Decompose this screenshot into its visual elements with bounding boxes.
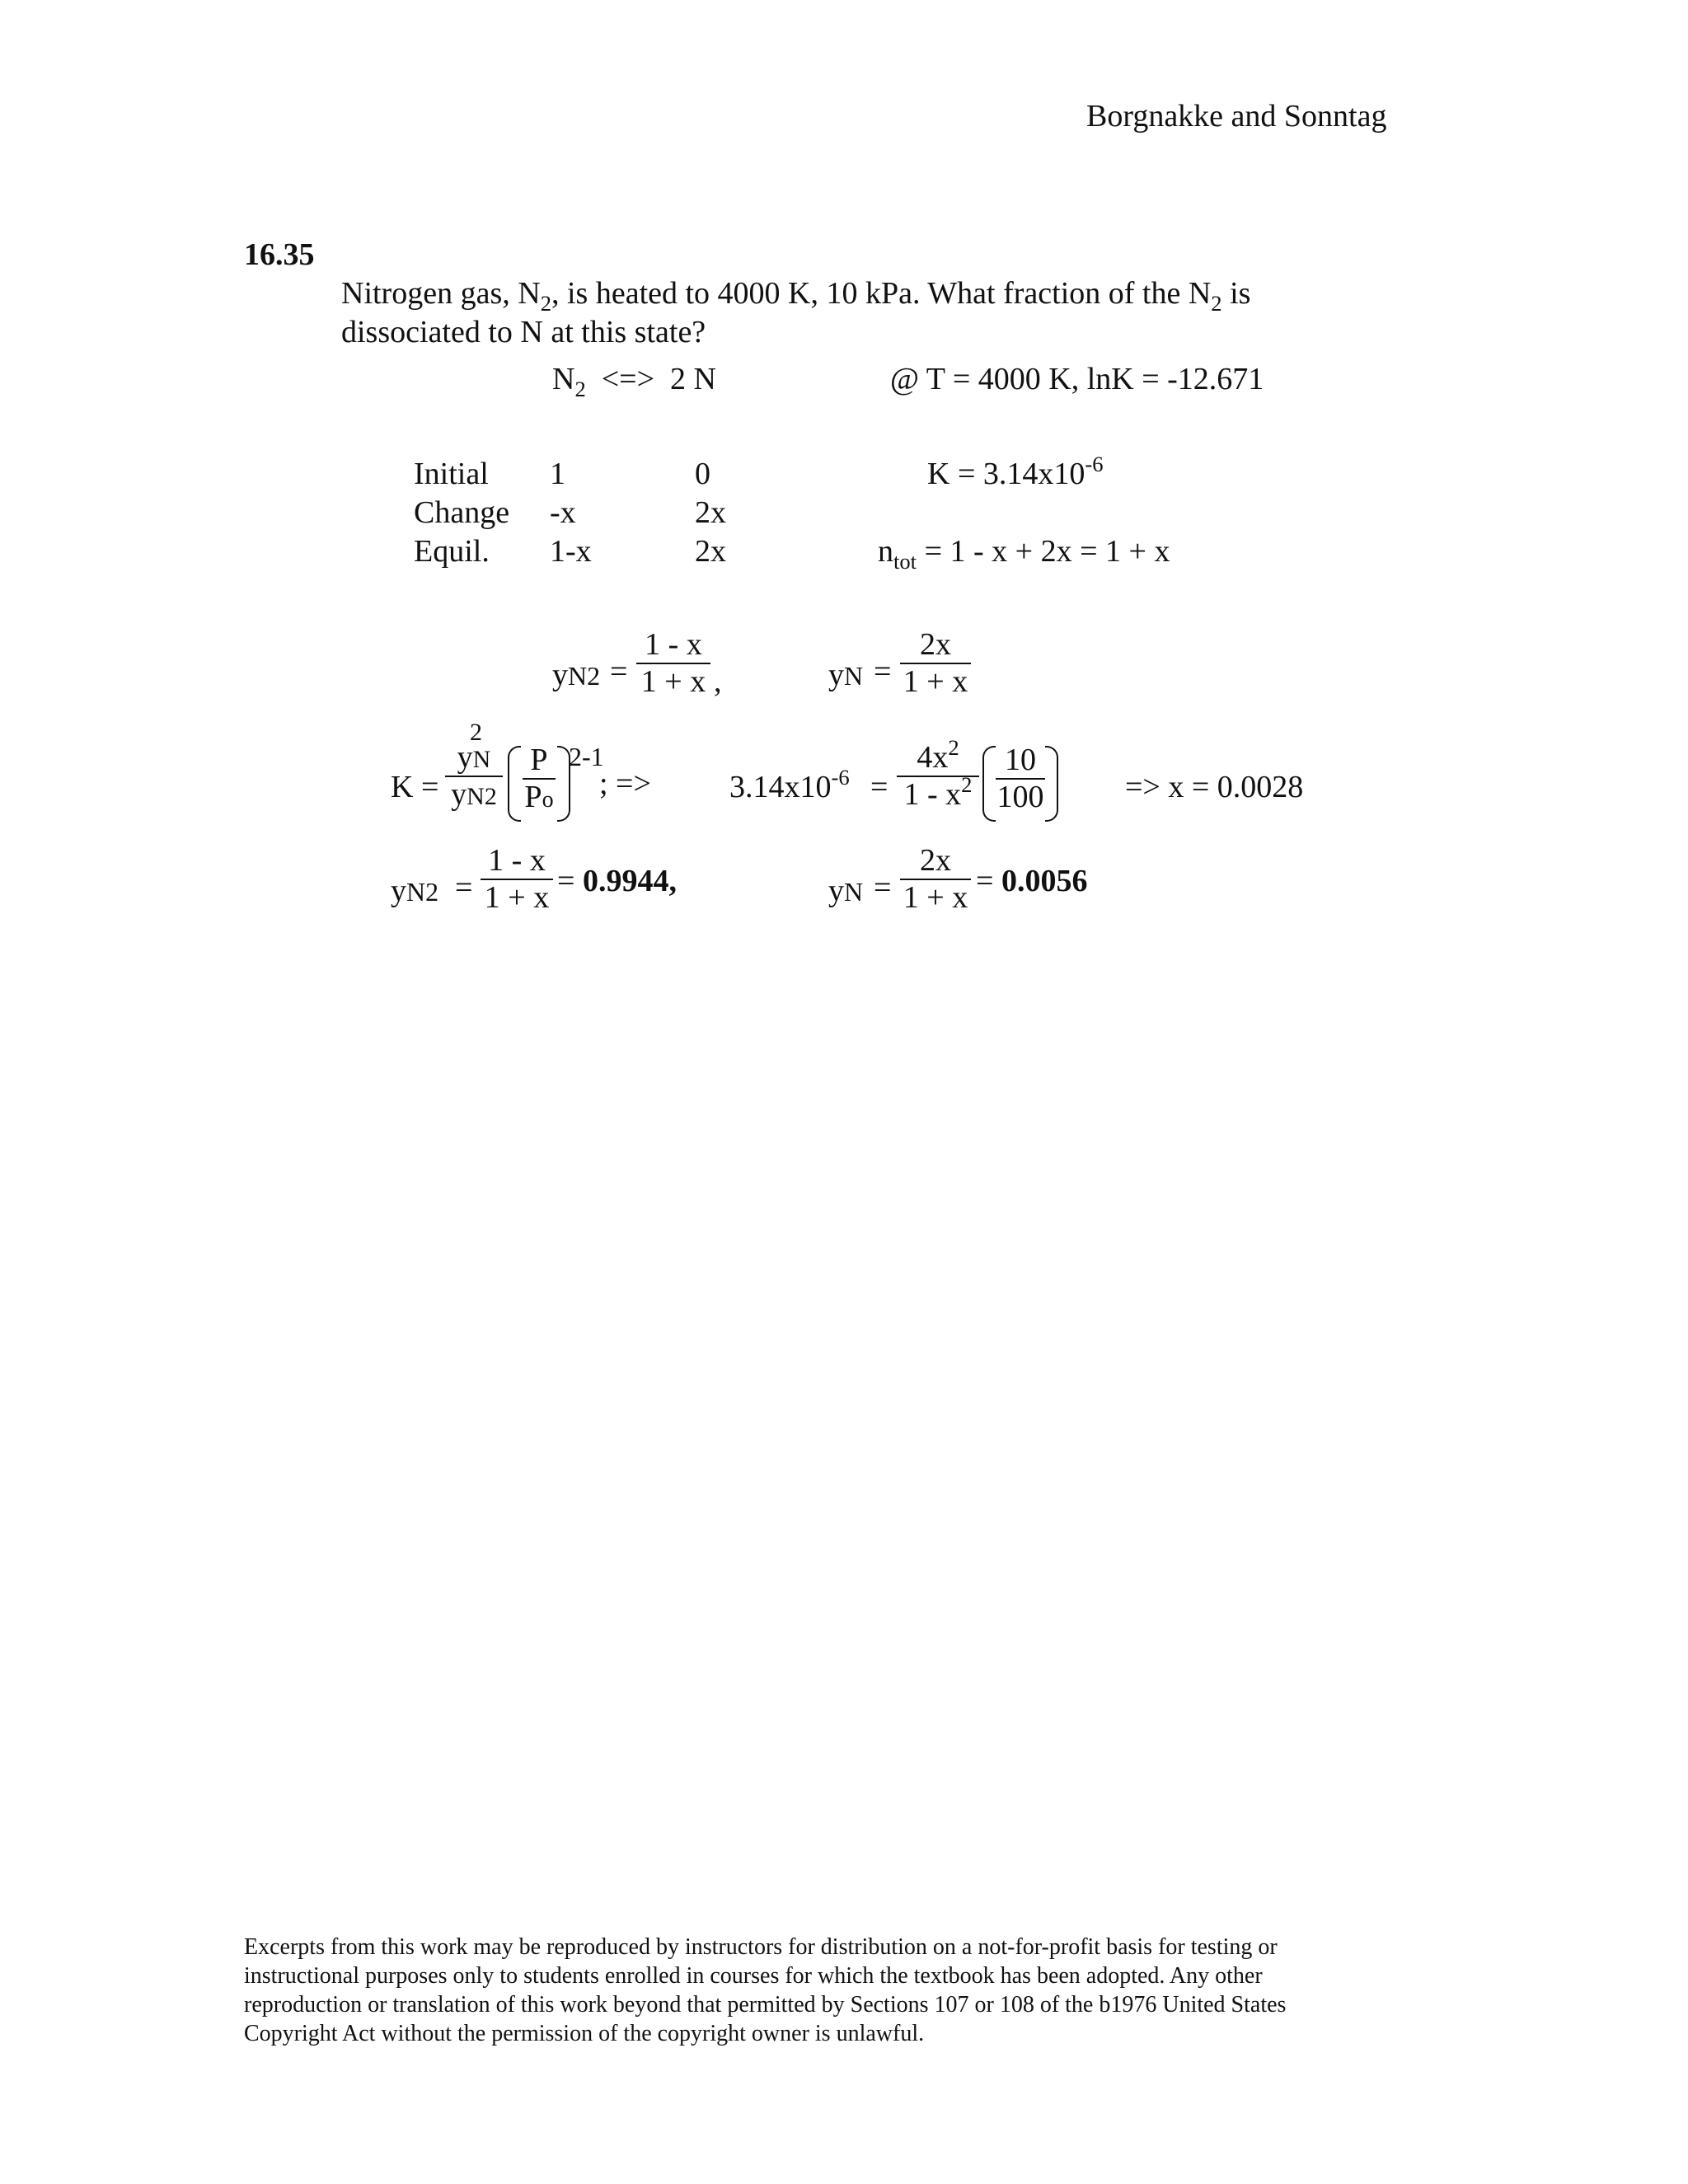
equals-sign: = — [557, 864, 575, 898]
reactant: N — [552, 362, 575, 396]
equals-sign: = — [976, 864, 994, 898]
k-label: K = — [391, 770, 439, 804]
yN-result-fraction — [900, 845, 971, 913]
numerator — [897, 735, 979, 775]
squared-exponent: 2 — [470, 719, 482, 746]
problem-statement-line2: dissociated to N at this state? — [341, 315, 706, 349]
k-value-base: K = 3.14x10 — [927, 457, 1085, 491]
equals-sign: = — [610, 654, 628, 689]
yN2-fraction — [636, 629, 710, 697]
subscript: 2 — [574, 377, 586, 402]
table-row-label: Initial — [414, 457, 489, 491]
table-cell: -x — [550, 495, 576, 530]
denominator: 1 + x — [640, 664, 706, 699]
table-cell: 1 — [550, 457, 565, 491]
denominator — [445, 779, 503, 810]
equilibrium-arrow: <=> — [601, 362, 655, 396]
exponent: 2 — [948, 735, 959, 761]
table-cell: 0 — [695, 457, 710, 491]
yN-result-value — [976, 865, 1087, 897]
table-row-label: Equil. — [414, 534, 490, 569]
y-symbol: y — [552, 658, 568, 692]
reaction-equation — [552, 362, 716, 402]
subscript: o — [542, 787, 554, 813]
subscript: 2 — [540, 291, 551, 316]
right-parenthesis — [1045, 746, 1058, 822]
statement-part: Nitrogen gas, N — [341, 276, 541, 311]
denominator — [523, 781, 556, 813]
p-symbol: P — [524, 780, 542, 814]
total-moles — [878, 534, 1170, 574]
denominator: 100 — [996, 780, 1044, 814]
numerator: 10 — [1005, 743, 1036, 777]
product: 2 N — [670, 362, 716, 396]
kpa-ratio — [996, 744, 1045, 813]
numerator: 1 - x — [645, 627, 702, 662]
implies-separator: ; => — [599, 766, 651, 801]
yN2-label — [552, 659, 600, 691]
pressure-ratio — [523, 744, 556, 813]
footer-line: reproduction or translation of this work beyond that permitted by Sections 107 or 108 of the b1976 United States — [244, 1992, 1287, 2018]
k-value — [927, 452, 1104, 491]
equals-sign: = — [455, 870, 473, 905]
statement-part: is — [1221, 276, 1251, 311]
k-numeric-base: 3.14x10 — [729, 770, 832, 804]
y-symbol: y — [828, 658, 844, 692]
yN2-value: 0.9944 — [582, 864, 669, 898]
exponent: -6 — [831, 765, 850, 790]
problem-statement-line1 — [341, 276, 1251, 316]
yN-fraction — [900, 629, 971, 697]
ntot-expression: = 1 - x + 2x = 1 + x — [917, 534, 1170, 569]
table-row-label: Change — [414, 495, 510, 530]
k-numeric — [729, 765, 850, 804]
x-fraction — [897, 735, 979, 812]
comma: , — [668, 864, 677, 898]
ntot-base: n — [878, 534, 893, 569]
yN2-result-fraction — [481, 845, 553, 913]
exponent: 2 — [961, 772, 973, 798]
table-cell: 1-x — [550, 534, 592, 569]
k-mole-fraction-ratio — [445, 742, 503, 810]
subscript: N2 — [467, 783, 497, 810]
subscript: N2 — [406, 877, 439, 907]
yN2-result-label — [391, 875, 438, 907]
denominator: 1 + x — [903, 880, 968, 915]
reaction-condition: @ T = 4000 K, lnK = -12.671 — [890, 362, 1264, 396]
subscript: N — [844, 661, 864, 691]
table-cell: 2x — [695, 534, 726, 569]
denominator-base: 1 - x — [903, 777, 962, 812]
numerator-base: 4x — [917, 740, 949, 775]
subscript: N — [844, 877, 864, 907]
equals-sign: = — [874, 870, 892, 905]
numerator: 2x — [920, 627, 951, 662]
denominator: 1 + x — [484, 880, 550, 915]
comma: , — [714, 664, 722, 699]
y-symbol: y — [457, 740, 473, 775]
footer-line: instructional purposes only to students enrolled in courses for which the textbook has been adopted. Any other — [244, 1963, 1263, 1989]
yN2-result-value — [557, 865, 677, 897]
numerator: 1 - x — [488, 843, 546, 878]
y-symbol: y — [451, 777, 467, 812]
equals-sign: = — [874, 654, 892, 689]
numerator: P — [530, 743, 548, 777]
subscript: N — [472, 746, 491, 773]
subscript: N2 — [568, 661, 601, 691]
numerator: 2x — [920, 843, 951, 878]
problem-number: 16.35 — [244, 237, 315, 272]
copyright-footer — [244, 1933, 1414, 2048]
subscript: 2 — [1211, 291, 1222, 316]
yN-value: 0.0056 — [1001, 864, 1088, 898]
footer-line: Copyright Act without the permission of the copyright owner is unlawful. — [244, 2021, 925, 2046]
denominator: 1 + x — [903, 664, 968, 699]
equals-sign: = — [870, 770, 889, 804]
yN-label — [828, 659, 863, 691]
y-symbol: y — [828, 874, 844, 908]
x-result: => x = 0.0028 — [1125, 770, 1304, 804]
statement-part: , is heated to 4000 K, 10 kPa. What fraction of the N — [551, 276, 1212, 311]
yN-result-label — [828, 875, 863, 907]
footer-line: Excerpts from this work may be reproduced by instructors for distribution on a not-for-profit basis for testing or — [244, 1934, 1278, 1960]
pressure-exponent: 2-1 — [569, 742, 604, 771]
denominator — [897, 772, 979, 812]
left-parenthesis — [982, 746, 996, 822]
y-symbol: y — [391, 874, 406, 908]
subscript: tot — [893, 549, 917, 574]
numerator — [445, 742, 503, 773]
table-cell: 2x — [695, 495, 726, 530]
header-authors: Borgnakke and Sonntag — [1086, 99, 1387, 134]
exponent: -6 — [1085, 452, 1104, 477]
left-parenthesis — [508, 746, 521, 822]
